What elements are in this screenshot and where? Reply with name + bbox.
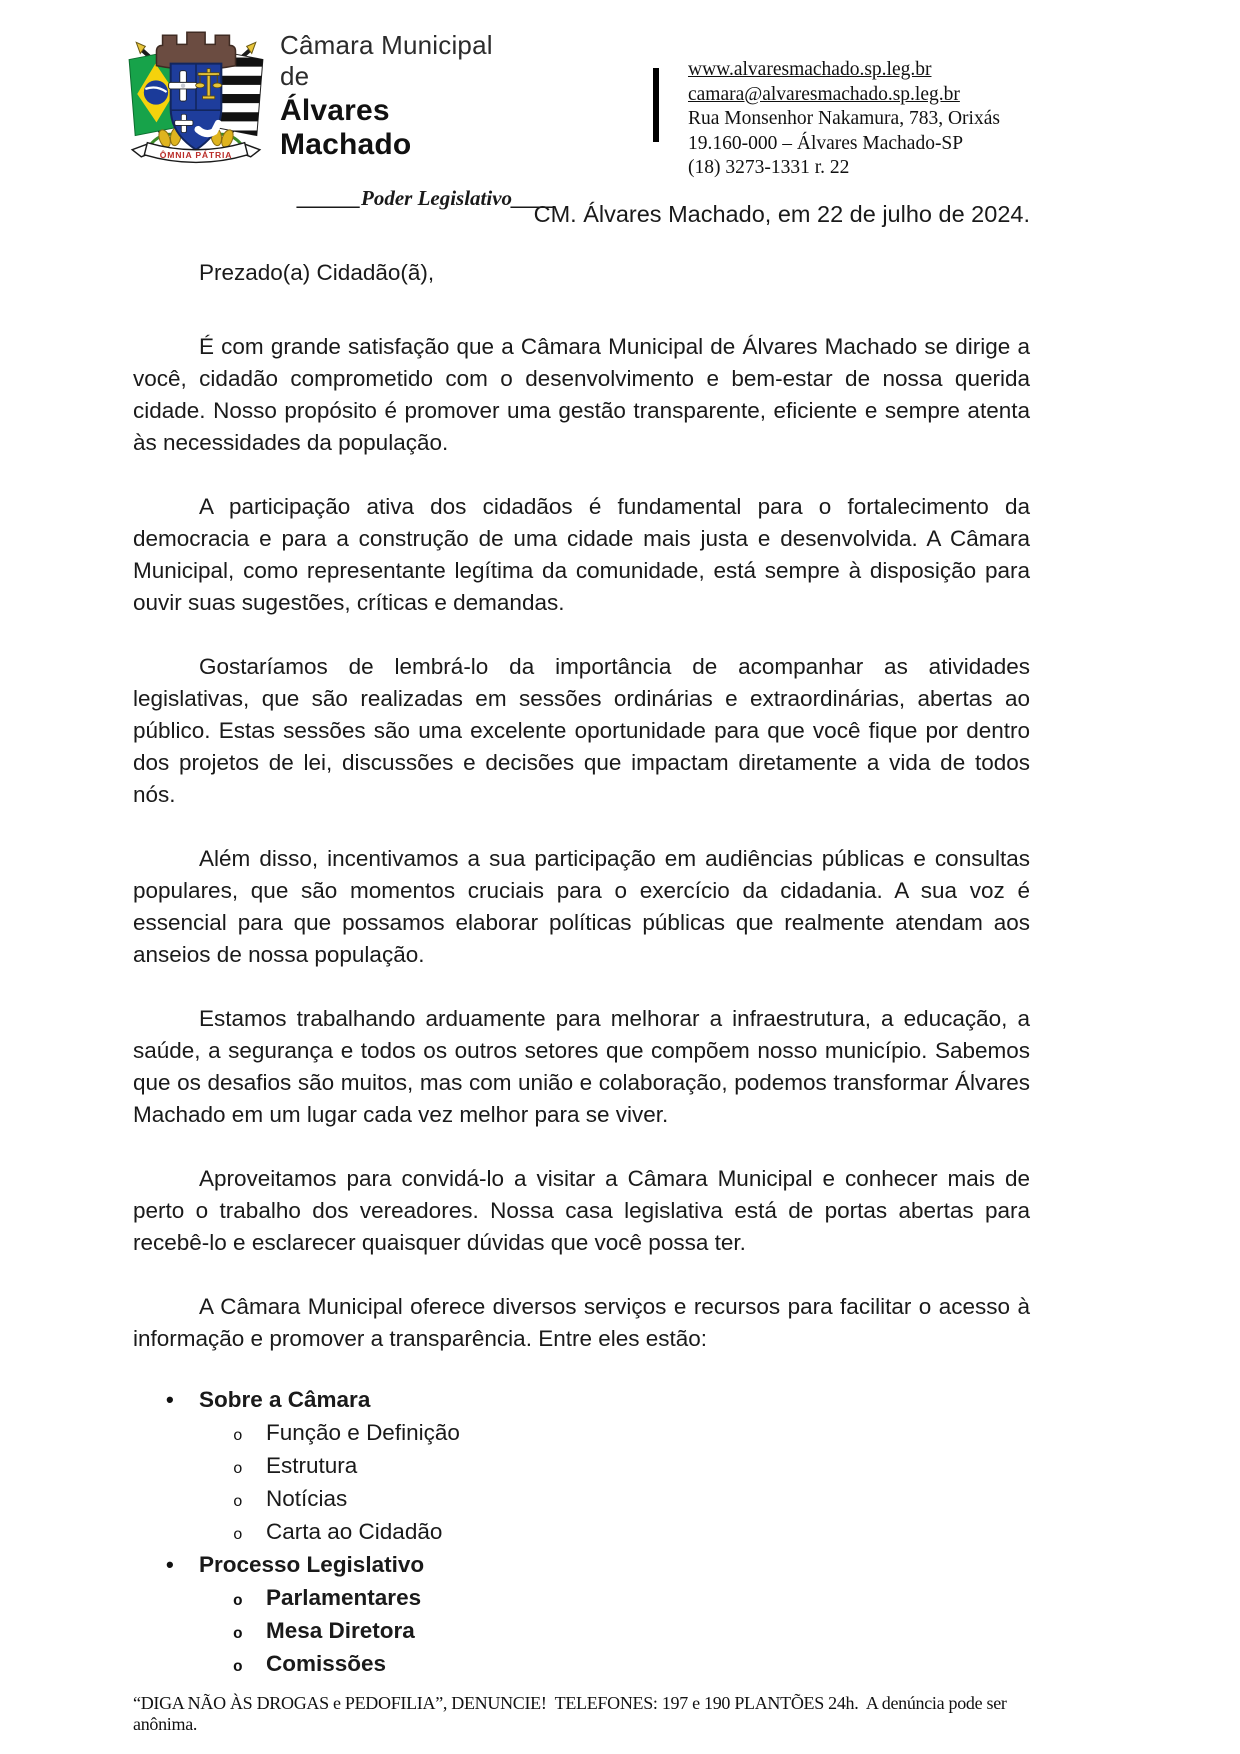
- paragraphs-container: [133, 331, 1030, 1355]
- letter-paragraph: Além disso, incentivamos a sua participação em audiências públicas e consultas populares, que são momentos cruciais para o exercício da cidadania. A sua voz é essencial para que possamos elaborar políticas públicas que realmente atendam aos anseios de nossa população.: [133, 846, 1030, 967]
- coat-of-arms-logo: [120, 20, 272, 166]
- service-label: Função e Definição: [266, 1420, 460, 1445]
- org-tagline: ______Poder Legislativo____: [298, 186, 555, 210]
- website-link[interactable]: www.alvaresmachado.sp.leg.br: [688, 59, 932, 80]
- phone-line: (18) 3273-1331 r. 22: [688, 157, 850, 178]
- letter-paragraph: É com grande satisfação que a Câmara Municipal de Álvares Machado se dirige a você, cidadão comprometido com o desenvolvimento e bem-estar de nossa querida cidade. Nosso propósito é promover uma gestão transparente, eficiente e sempre atenta às necessidades da população.: [133, 334, 1030, 455]
- salutation: Prezado(a) Cidadão(ã),: [199, 260, 435, 285]
- letterhead: [0, 0, 1240, 210]
- service-item: [133, 1651, 1030, 1684]
- email-link[interactable]: camara@alvaresmachado.sp.leg.br: [688, 83, 960, 105]
- org-name-line2: Álvares Machado: [280, 94, 412, 161]
- services-list: [133, 1387, 1030, 1684]
- circle-bullet-icon: o: [233, 1658, 243, 1676]
- service-label: Notícias: [266, 1486, 348, 1511]
- service-label: Parlamentares: [266, 1585, 422, 1610]
- service-label: Mesa Diretora: [266, 1618, 415, 1643]
- circle-bullet-icon: o: [233, 1625, 243, 1643]
- service-item: [133, 1453, 1030, 1486]
- service-item: [133, 1519, 1030, 1552]
- org-title-block: [280, 30, 555, 211]
- circle-bullet-icon: o: [233, 1526, 243, 1544]
- service-label: Carta ao Cidadão: [266, 1519, 443, 1544]
- letter-paragraph: A Câmara Municipal oferece diversos serviços e recursos para facilitar o acesso à informação e promover a transparência. Entre eles estão:: [133, 1294, 1030, 1351]
- circle-bullet-icon: o: [233, 1427, 243, 1445]
- service-category: [133, 1552, 1030, 1585]
- address-line2: 19.160-000 – Álvares Machado-SP: [688, 132, 964, 154]
- address-line1: Rua Monsenhor Nakamura, 783, Orixás: [688, 108, 1000, 129]
- circle-bullet-icon: o: [233, 1493, 243, 1511]
- service-label: Comissões: [266, 1651, 387, 1676]
- circle-bullet-icon: o: [233, 1460, 243, 1478]
- letter-paragraph: Aproveitamos para convidá-lo a visitar a Câmara Municipal e conhecer mais de perto o trabalho dos vereadores. Nossa casa legislativa está de portas abertas para recebê-lo e esclarecer quaisquer dúvidas que você possa ter.: [133, 1166, 1030, 1255]
- logo-motto-text: ÔMNIA PÁTRIA: [159, 149, 233, 160]
- service-item: [133, 1585, 1030, 1618]
- service-item: [133, 1618, 1030, 1651]
- letter-paragraph: A participação ativa dos cidadãos é fundamental para o fortalecimento da democracia e para a construção de uma cidade mais justa e desenvolvida. A Câmara Municipal, como representante legítima da comunidade, está sempre à disposição para ouvir suas sugestões, críticas e demandas.: [133, 494, 1030, 615]
- org-name-line1: Câmara Municipal de: [280, 30, 493, 91]
- circle-bullet-icon: o: [233, 1592, 243, 1610]
- footer-notice: “DIGA NÃO ÀS DROGAS e PEDOFILIA”, DENUNCIE! TELEFONES: 197 e 190 PLANTÕES 24h. A denúncia pode ser anônima.: [133, 1693, 1011, 1734]
- bullet-icon: •: [166, 1387, 174, 1412]
- letter-paragraph: Gostaríamos de lembrá-lo da importância de acompanhar as atividades legislativas, que são realizadas em sessões ordinárias e extraordinárias, abertas ao público. Estas sessões são uma excelente oportunidade para que você fique por dentro dos projetos de lei, discussões e decisões que impactam diretamente a vida de todos nós.: [133, 654, 1030, 807]
- service-label: Sobre a Câmara: [199, 1387, 371, 1412]
- bullet-icon: •: [166, 1552, 174, 1577]
- service-category: [133, 1387, 1030, 1420]
- service-item: [133, 1486, 1030, 1519]
- letter-body: [133, 200, 1030, 1735]
- service-label: Processo Legislativo: [199, 1552, 425, 1577]
- header-divider: [653, 68, 659, 142]
- dateline: CM. Álvares Machado, em 22 de julho de 2024.: [533, 201, 1030, 227]
- service-label: Estrutura: [266, 1453, 358, 1478]
- letter-paragraph: Estamos trabalhando arduamente para melhorar a infraestrutura, a educação, a saúde, a segurança e todos os outros setores que compõem nosso município. Sabemos que os desafios são muitos, mas com união e colaboração, podemos transformar Álvares Machado em um lugar cada vez melhor para se viver.: [133, 1006, 1030, 1127]
- service-item: [133, 1420, 1030, 1453]
- contact-block: [688, 58, 1000, 181]
